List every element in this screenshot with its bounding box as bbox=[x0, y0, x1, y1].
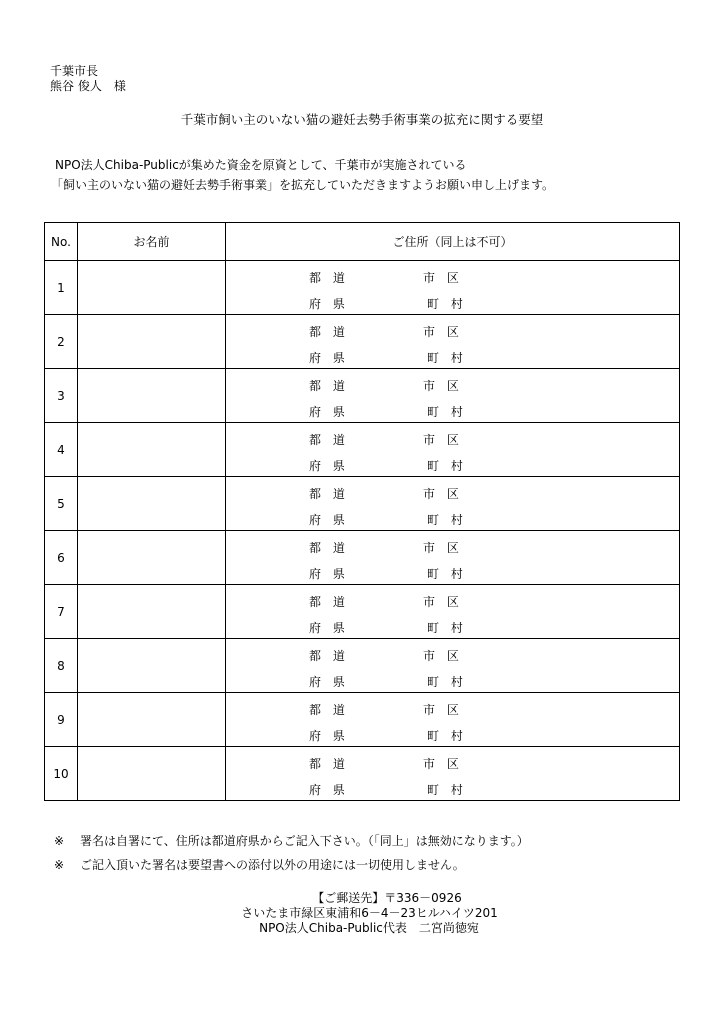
row-number: 9 bbox=[45, 693, 78, 747]
note-mark: ※ bbox=[54, 858, 65, 872]
header-no: No. bbox=[45, 223, 78, 261]
label-todo: 都 道 bbox=[309, 703, 349, 717]
mailing-line-3: NPO法人Chiba-Public代表 二宮尚徳宛 bbox=[259, 921, 479, 935]
label-shiku: 市 区 bbox=[423, 757, 463, 771]
label-fuken: 府 県 bbox=[309, 459, 349, 473]
name-cell[interactable] bbox=[78, 423, 226, 477]
name-cell[interactable] bbox=[78, 261, 226, 315]
signature-table bbox=[44, 222, 680, 801]
label-shiku: 市 区 bbox=[423, 379, 463, 393]
row-number: 4 bbox=[45, 423, 78, 477]
addressee bbox=[50, 64, 126, 94]
row-number: 6 bbox=[45, 531, 78, 585]
label-fuken: 府 県 bbox=[309, 567, 349, 581]
addressee-line-1: 千葉市長 bbox=[50, 64, 99, 78]
table-row bbox=[45, 261, 680, 315]
name-cell[interactable] bbox=[78, 693, 226, 747]
table-row bbox=[45, 423, 680, 477]
row-number: 2 bbox=[45, 315, 78, 369]
label-todo: 都 道 bbox=[309, 325, 349, 339]
intro-line-1: NPO法人Chiba-Publicが集めた資金を原資として、千葉市が実施されている bbox=[55, 158, 467, 172]
table-row bbox=[45, 369, 680, 423]
note-mark: ※ bbox=[54, 834, 65, 848]
label-todo: 都 道 bbox=[309, 379, 349, 393]
address-cell[interactable] bbox=[226, 477, 680, 531]
label-fuken: 府 県 bbox=[309, 405, 349, 419]
label-fuken: 府 県 bbox=[309, 675, 349, 689]
intro-line-2: 「飼い主のいない猫の避妊去勢手術事業」を拡充していただきますようお願い申し上げます。 bbox=[51, 178, 555, 192]
label-fuken: 府 県 bbox=[309, 729, 349, 743]
row-number: 3 bbox=[45, 369, 78, 423]
address-cell[interactable] bbox=[226, 315, 680, 369]
label-chouson: 町 村 bbox=[427, 405, 467, 419]
label-chouson: 町 村 bbox=[427, 567, 467, 581]
label-shiku: 市 区 bbox=[423, 271, 463, 285]
document-title: 千葉市飼い主のいない猫の避妊去勢手術事業の拡充に関する要望 bbox=[180, 112, 544, 127]
label-shiku: 市 区 bbox=[423, 703, 463, 717]
row-number: 5 bbox=[45, 477, 78, 531]
table-row bbox=[45, 531, 680, 585]
row-number: 7 bbox=[45, 585, 78, 639]
row-number: 8 bbox=[45, 639, 78, 693]
note-2 bbox=[54, 853, 529, 877]
label-fuken: 府 県 bbox=[309, 297, 349, 311]
table-row bbox=[45, 693, 680, 747]
address-cell[interactable] bbox=[226, 261, 680, 315]
label-chouson: 町 村 bbox=[427, 351, 467, 365]
name-cell[interactable] bbox=[78, 585, 226, 639]
address-cell[interactable] bbox=[226, 747, 680, 801]
header-address: ご住所（同上は不可） bbox=[226, 223, 680, 261]
label-todo: 都 道 bbox=[309, 595, 349, 609]
name-cell[interactable] bbox=[78, 531, 226, 585]
label-chouson: 町 村 bbox=[427, 513, 467, 527]
label-chouson: 町 村 bbox=[427, 675, 467, 689]
label-fuken: 府 県 bbox=[309, 351, 349, 365]
notes bbox=[54, 829, 529, 877]
mailing-address bbox=[0, 891, 724, 936]
address-cell[interactable] bbox=[226, 423, 680, 477]
row-number: 10 bbox=[45, 747, 78, 801]
label-todo: 都 道 bbox=[309, 433, 349, 447]
address-cell[interactable] bbox=[226, 693, 680, 747]
label-todo: 都 道 bbox=[309, 649, 349, 663]
table-row bbox=[45, 477, 680, 531]
address-cell[interactable] bbox=[226, 585, 680, 639]
label-shiku: 市 区 bbox=[423, 433, 463, 447]
label-todo: 都 道 bbox=[309, 271, 349, 285]
table-row bbox=[45, 639, 680, 693]
label-chouson: 町 村 bbox=[427, 783, 467, 797]
addressee-line-2: 熊谷 俊人 様 bbox=[50, 79, 126, 93]
label-fuken: 府 県 bbox=[309, 621, 349, 635]
address-cell[interactable] bbox=[226, 369, 680, 423]
table-row bbox=[45, 747, 680, 801]
name-cell[interactable] bbox=[78, 369, 226, 423]
row-number: 1 bbox=[45, 261, 78, 315]
note-1 bbox=[54, 829, 529, 853]
label-todo: 都 道 bbox=[309, 487, 349, 501]
name-cell[interactable] bbox=[78, 315, 226, 369]
label-fuken: 府 県 bbox=[309, 783, 349, 797]
address-cell[interactable] bbox=[226, 531, 680, 585]
note-1-text: 署名は自署にて、住所は都道府県からご記入下さい。（「同上」は無効になります。） bbox=[80, 834, 529, 848]
name-cell[interactable] bbox=[78, 639, 226, 693]
label-shiku: 市 区 bbox=[423, 487, 463, 501]
label-shiku: 市 区 bbox=[423, 325, 463, 339]
label-todo: 都 道 bbox=[309, 757, 349, 771]
table-header-row bbox=[45, 223, 680, 261]
label-shiku: 市 区 bbox=[423, 595, 463, 609]
label-chouson: 町 村 bbox=[427, 621, 467, 635]
note-2-text: ご記入頂いた署名は要望書への添付以外の用途には一切使用しません。 bbox=[80, 858, 465, 872]
table-row bbox=[45, 315, 680, 369]
name-cell[interactable] bbox=[78, 477, 226, 531]
label-shiku: 市 区 bbox=[423, 649, 463, 663]
label-todo: 都 道 bbox=[309, 541, 349, 555]
label-shiku: 市 区 bbox=[423, 541, 463, 555]
mailing-line-2: さいたま市緑区東浦和6－4－23ヒルハイツ201 bbox=[241, 906, 498, 920]
header-name: お名前 bbox=[78, 223, 226, 261]
intro-text bbox=[51, 155, 555, 195]
mailing-line-1: 【ご郵送先】〒336－0926 bbox=[312, 891, 462, 905]
label-fuken: 府 県 bbox=[309, 513, 349, 527]
label-chouson: 町 村 bbox=[427, 297, 467, 311]
name-cell[interactable] bbox=[78, 747, 226, 801]
label-chouson: 町 村 bbox=[427, 459, 467, 473]
label-chouson: 町 村 bbox=[427, 729, 467, 743]
address-cell[interactable] bbox=[226, 639, 680, 693]
table-row bbox=[45, 585, 680, 639]
